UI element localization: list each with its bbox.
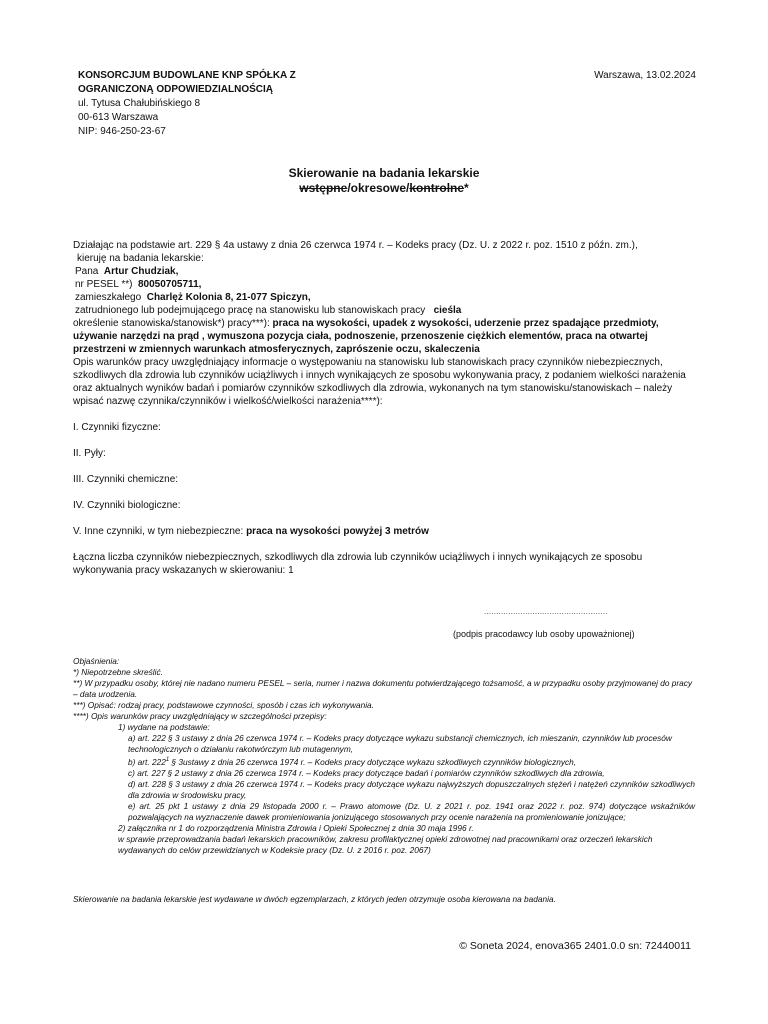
factor-chemical: III. Czynniki chemiczne:: [73, 474, 179, 485]
option-periodic: okresowe: [350, 181, 407, 195]
note-4-1b-pre: b) art. 222: [128, 756, 166, 767]
pan-label: Pana: [75, 266, 99, 277]
exam-type-options: [0, 181, 768, 196]
employer-city: 00-613 Warszawa: [78, 112, 159, 123]
address-label: zamieszkałego: [75, 292, 142, 303]
position-row: [73, 304, 703, 317]
notes-header: Objaśnienia:: [73, 656, 120, 666]
place-date: Warszawa, 13.02.2024: [594, 70, 696, 81]
option-control: kontrolne: [409, 181, 465, 195]
employee-name: Artur Chudziak: [103, 266, 176, 277]
pesel-label: nr PESEL **): [75, 279, 133, 290]
note-2: **) W przypadku osoby, której nie nadano numeru PESEL – seria, numer i nazwa dokumentu potwierdzającego tożsamość, a w przypadku osoby przyjmowanej do pracy – data urodzenia.: [73, 678, 693, 699]
factor-physical: I. Czynniki fizyczne:: [73, 422, 161, 433]
factor-total: Łączna liczba czynników niebezpiecznych, szkodliwych dla zdrowia lub czynników uciążliwych i innych wynikających ze sposobu wykonywania pracy wskazanych w skierowaniu: 1: [73, 552, 643, 576]
position-value: cieśla: [433, 305, 462, 316]
factor-other: [73, 525, 703, 538]
employer-nip: NIP: 946-250-23-67: [78, 126, 166, 137]
employer-block: [78, 69, 338, 139]
conditions-description: Opis warunków pracy uwzględniający informacje o występowaniu na stanowisku lub stanowiskach pracy czynników niebezpiecznych, szkodliwych dla zdrowia lub czynników uciążliwych i innych wynikających ze sposobu wykonywania pracy, z podaniem wielkości narażenia oraz aktualnych wyników badań i pomiarów czynników szkodliwych dla zdrowia, wykonanych na tym stanowisku/stanowiskach – należy wpisać nazwę czynnika/czynników i wielkość/wielkości narażenia****):: [73, 357, 686, 407]
note-1: *) Niepotrzebne skreślić.: [73, 667, 163, 677]
factor-other-label: V. Inne czynniki, w tym niebezpieczne:: [73, 526, 244, 537]
copies-note: Skierowanie na badania lekarskie jest wydawane w dwóch egzemplarzach, z których jeden otrzymuje osoba kierowana na badania.: [73, 894, 556, 904]
note-4-1a: a) art. 222 § 3 ustawy z dnia 26 czerwca 1974 r. – Kodeks pracy dotyczące wykazu substancji chemicznych, ich mieszanin, czynników lub procesów technologicznych o działaniu rakotwórczym lub mutagennym,: [128, 733, 672, 754]
employer-name-line1: KONSORCJUM BUDOWLANE KNP SPÓŁKA Z: [78, 70, 296, 81]
note-4-1: 1) wydane na podstawie:: [118, 722, 210, 732]
note-4-1c: c) art. 227 § 2 ustawy z dnia 26 czerwca 1974 r. – Kodeks pracy dotyczące badań i pomiarów czynników szkodliwych dla zdrowia,: [128, 767, 605, 778]
note-4: ****) Opis warunków pracy uwzględniający w szczególności przepisy:: [73, 711, 327, 721]
note-4-1d: d) art. 228 § 3 ustawy z dnia 26 czerwca 1974 r. – Kodeks pracy dotyczące wykazu najwyższych dopuszczalnych stężeń i natężeń czynników szkodliwych dla zdrowia w środowisku pracy,: [128, 778, 695, 800]
separator: /: [406, 181, 410, 195]
explanations: [73, 656, 695, 856]
pesel-value: 80050705711: [138, 279, 199, 290]
software-footer: © Soneta 2024, enova365 2401.0.0 sn: 72440011: [459, 940, 691, 952]
employee-name-row: [73, 265, 703, 278]
note-4-2: 2) załącznika nr 1 do rozporządzenia Ministra Zdrowia i Opieki Społecznej z dnia 30 maja 1996 r.: [118, 822, 474, 833]
comma: ,: [198, 279, 202, 290]
position-label: zatrudnionego lub podejmującego pracę na stanowisku lub stanowiskach pracy: [75, 305, 426, 316]
note-4-1e: e) art. 25 pkt 1 ustawy z dnia 29 listopada 2000 r. – Prawo atomowe (Dz. U. z 2021 r. poz. 1941 oraz 2022 r. poz. 974) dotyczące wskaźników pozwalających na wyznaczenie dawek promieniowania jonizującego stosowanych przy ocenie narażenia na promieniowanie jonizujące;: [128, 800, 695, 822]
option-initial: wstępne: [299, 181, 348, 195]
comma: ,: [175, 266, 179, 277]
employer-name-line2: OGRANICZONĄ ODPOWIEDZIALNOŚCIĄ: [78, 84, 273, 95]
note-3: ***) Opisać: rodzaj pracy, podstawowe czynności, sposób i czas ich wykonywania.: [73, 700, 374, 710]
factor-dust: II. Pyły:: [73, 448, 106, 459]
signature-line: ...................................................: [484, 607, 608, 616]
signature-label: (podpis pracodawcy lub osoby upoważnionej): [453, 629, 635, 639]
pesel-row: [73, 278, 703, 291]
address-row: [73, 291, 703, 304]
note-4-1b: [73, 755, 695, 768]
conditions-value: praca na wysokości, upadek z wysokości, uderzenie przez spadające przedmioty, używanie narzędzi na prąd , wymuszona pozycja ciała, podnoszenie, przenoszenie ciężkich elementów, praca na otwartej przestrzeni w zmiennych warunkach atmosferycznych, zaprószenie oczu, skaleczenia: [73, 318, 659, 355]
asterisk: *: [464, 181, 469, 195]
conditions-row: [73, 317, 703, 356]
legal-basis: Działając na podstawie art. 229 § 4a ustawy z dnia 26 czerwca 1974 r. – Kodeks pracy (Dz. U. z 2022 r. poz. 1510 z późn. zm.),: [73, 240, 638, 251]
factor-biological: IV. Czynniki biologiczne:: [73, 500, 181, 511]
conditions-label: określenie stanowiska/stanowisk*) pracy***):: [73, 318, 270, 329]
factor-other-value: praca na wysokości powyżej 3 metrów: [246, 526, 429, 537]
note-4-2b: w sprawie przeprowadzania badań lekarskich pracowników, zakresu profilaktycznej opieki zdrowotnej nad pracownikami oraz orzeczeń lekarskich wydawanych do celów przewidzianych w Kodeksie pracy (Dz. U. z 2016 r. poz. 2067): [118, 833, 653, 855]
note-4-1b-sup: 1: [165, 757, 170, 763]
employer-street: ul. Tytusa Chałubińskiego 8: [78, 98, 201, 109]
address-value: Charlęż Kolonia 8, 21-077 Spiczyn: [146, 292, 308, 303]
comma: ,: [307, 292, 311, 303]
referral-intro: kieruję na badania lekarskie:: [77, 253, 204, 264]
document-title: Skierowanie na badania lekarskie: [288, 166, 480, 180]
referral-body: [73, 239, 703, 577]
note-4-1b-post: § 3ustawy z dnia 26 czerwca 1974 r. – Kodeks pracy dotyczące wykazu szkodliwych czynników biologicznych,: [169, 756, 577, 767]
separator: /: [347, 181, 351, 195]
